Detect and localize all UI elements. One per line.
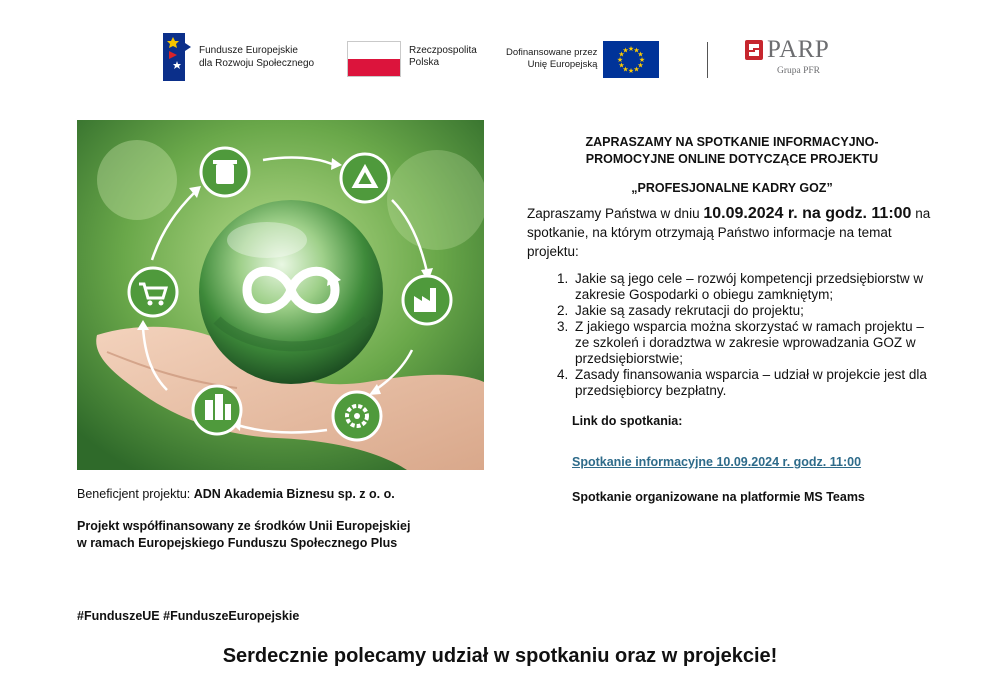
office-buildings-icon (193, 386, 241, 434)
eu-flag-icon (603, 41, 659, 78)
intro-pre: Zapraszamy Państwa w dniu (527, 206, 704, 221)
list-item: 3. Z jakiego wsparcia można skorzystać w ramach projektu – ze szkoleń i doradztwa w zakresie wprowadzania GOZ w przedsiębiorstwie; (572, 319, 937, 367)
parp-name: PARP (767, 36, 830, 63)
parp-logo (745, 37, 829, 76)
trash-bin-icon (201, 148, 249, 196)
shopping-cart-icon (129, 268, 177, 316)
invitation-headline (527, 134, 937, 168)
list-item: 4. Zasady finansowania wsparcia – udział w projekcie jest dla przedsiębiorcy bezpłatny. (572, 367, 937, 399)
footer-recommendation: Serdecznie polecamy udział w spotkaniu oraz w projekcie! (222, 645, 778, 667)
link-label: Link do spotkania: (572, 414, 683, 428)
factory-icon (403, 276, 451, 324)
meeting-link[interactable]: Spotkanie informacyjne 10.09.2024 r. godz. 11:00 (572, 455, 862, 469)
intro-date: 10.09.2024 r. na godz. 11:00 (703, 205, 912, 222)
fundusze-europejskie-logo (163, 33, 314, 81)
fe-emblem-icon (163, 33, 191, 81)
polish-flag-icon (347, 41, 401, 77)
eu-logo-line2: Unię Europejską (527, 59, 598, 70)
svg-text:★: ★ (633, 47, 640, 55)
list-item: 2. Jakie są zasady rekrutacji do projektu; (572, 303, 937, 319)
gear-leaf-icon (333, 392, 381, 440)
fe-logo-line2: dla Rozwoju Społecznego (199, 58, 315, 69)
svg-text:★: ★ (618, 62, 625, 70)
svg-text:★: ★ (639, 57, 646, 64)
invitation (527, 134, 937, 504)
svg-text:★: ★ (633, 66, 640, 74)
svg-text:★: ★ (637, 51, 644, 59)
topics-list (527, 271, 937, 399)
circular-economy-image (77, 120, 484, 470)
rp-logo-line2: Polska (409, 57, 440, 68)
svg-text:★: ★ (637, 62, 644, 70)
parp-emblem-icon (745, 40, 763, 60)
svg-text:★: ★ (617, 57, 624, 64)
project-name: „PROFESJONALNE KADRY GOZ” (631, 181, 833, 195)
beneficiary-name: ADN Akademia Biznesu sp. z o. o. (193, 487, 395, 501)
svg-text:★: ★ (622, 66, 629, 74)
invitation-intro (527, 204, 937, 261)
headline-line1: ZAPRASZAMY NA SPOTKANIE INFORMACYJNO- (585, 135, 879, 149)
recycle-icon (341, 154, 389, 202)
cofinancing-note (77, 518, 517, 552)
svg-text:★: ★ (628, 46, 635, 53)
intro-post: na spotkanie, na którym otrzymają Państwo informacje na temat projektu: (527, 206, 931, 259)
logo-divider (707, 42, 708, 78)
rzeczpospolita-polska-logo (347, 41, 477, 77)
platform-note: Spotkanie organizowane na platformie MS Teams (572, 490, 865, 504)
beneficiary (77, 487, 395, 501)
svg-text:★: ★ (628, 68, 635, 75)
rp-logo-line1: Rzeczpospolita (409, 45, 477, 56)
cofinancing-line1: Projekt współfinansowany ze środków Unii Europejskiej (77, 519, 411, 533)
beneficiary-label: Beneficjent projektu: (77, 487, 191, 501)
hashtags: #FunduszeUE #FunduszeEuropejskie (77, 609, 300, 623)
cofinancing-line2: w ramach Europejskiego Funduszu Społecznego Plus (77, 536, 398, 550)
svg-text:★: ★ (618, 51, 625, 59)
eu-logo-line1: Dofinansowane przez (506, 47, 598, 58)
eu-cofinancing-logo (506, 41, 659, 78)
svg-text:★: ★ (622, 47, 629, 55)
parp-subtitle: Grupa PFR (777, 66, 821, 76)
list-item: 1. Jakie są jego cele – rozwój kompetencji przedsiębiorstw w zakresie Gospodarki o obiegu zamkniętym; (572, 271, 937, 303)
fe-logo-line1: Fundusze Europejskie (199, 45, 298, 56)
headline-line2: PROMOCYJNE ONLINE DOTYCZĄCE PROJEKTU (585, 152, 879, 166)
